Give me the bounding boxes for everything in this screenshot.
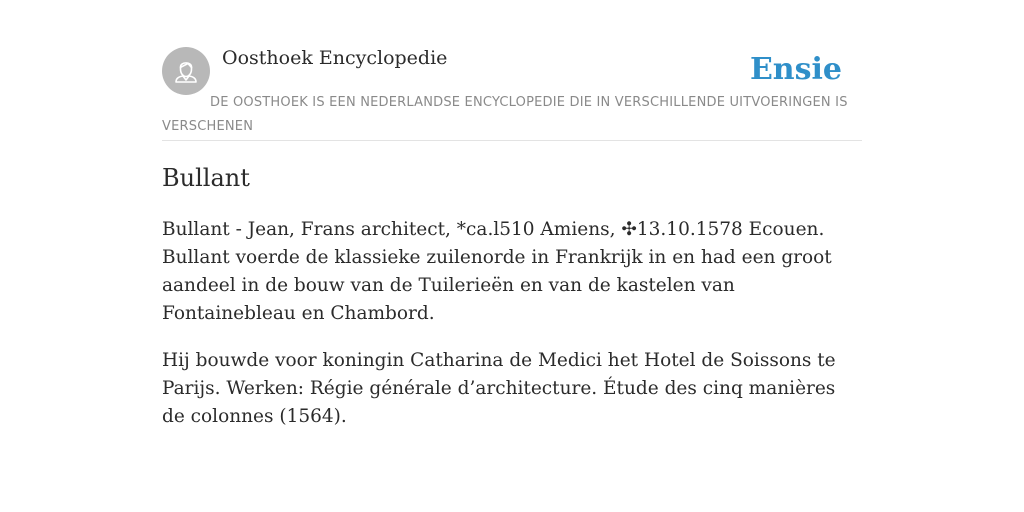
- article-paragraph: Bullant - Jean, Frans architect, *ca.l510 Amiens, ✣13.10.1578 Ecouen. Bullant voerde de klassieke zuilenorde in Frankrijk in en had een groot aandeel in de bouw van de Tuilerieën en van de kastelen van Fontainebleau en Chambord.: [162, 219, 832, 324]
- article-title: Bullant: [162, 164, 250, 192]
- user-icon: [162, 47, 210, 95]
- source-avatar[interactable]: [162, 47, 210, 95]
- article-paragraph: Hij bouwde voor koningin Catharina de Medici het Hotel de Soissons te Parijs. Werken: Régie générale d’architecture. Étude des cinq manières de colonnes (1564).: [162, 350, 836, 427]
- source-title[interactable]: Oosthoek Encyclopedie: [222, 47, 448, 69]
- source-header: [162, 46, 862, 141]
- source-description: DE OOSTHOEK IS EEN NEDERLANDSE ENCYCLOPEDIE DIE IN VERSCHILLENDE UITVOERINGEN IS VERSCHENEN: [162, 95, 848, 134]
- brand-logo[interactable]: Ensie: [749, 52, 842, 87]
- article-body: [162, 216, 862, 450]
